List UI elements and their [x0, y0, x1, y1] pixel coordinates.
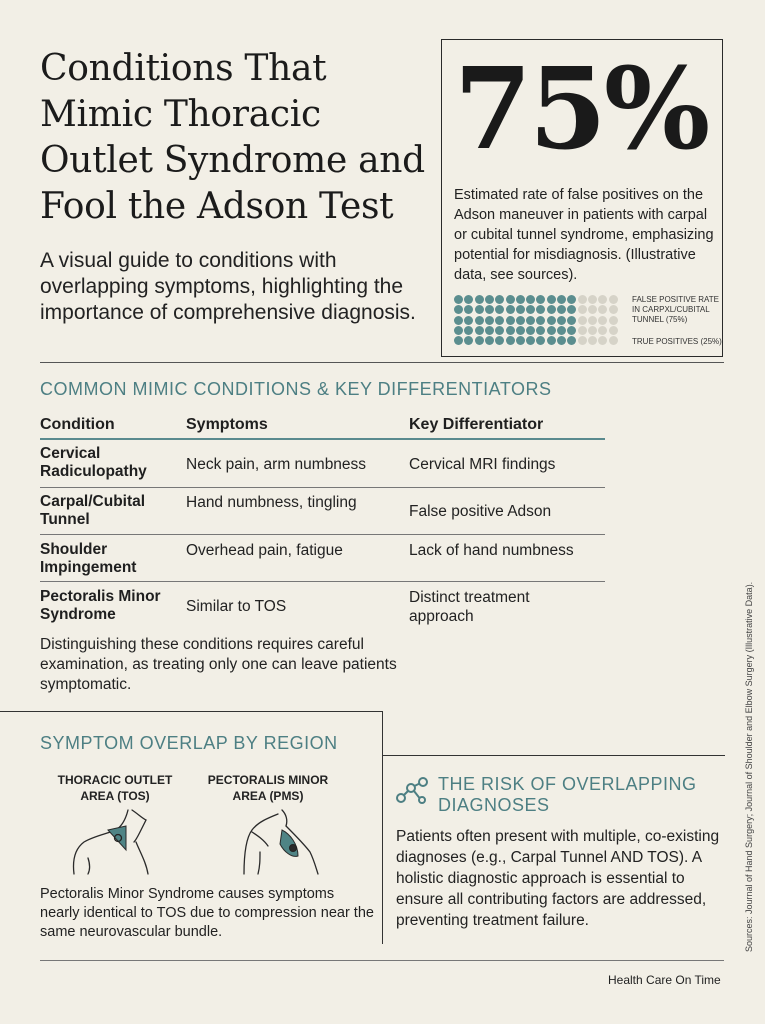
region-label-tos: THORACIC OUTLET AREA (TOS)	[57, 773, 173, 803]
legend-false-positive: FALSE POSITIVE RATE IN CARPXL/CUBITAL TUNNEL (75%)	[632, 295, 719, 324]
false-positive-dot	[475, 295, 484, 304]
risk-section-heading: THE RISK OF OVERLAPPING DIAGNOSES	[438, 774, 697, 815]
column-header-differentiator: Key Differentiator	[409, 416, 544, 433]
false-positive-dot	[454, 305, 463, 314]
false-positive-dot	[516, 326, 525, 335]
row-2-symptoms: Hand numbness, tingling	[186, 494, 357, 511]
false-positive-dot	[464, 305, 473, 314]
false-positive-dot	[495, 316, 504, 325]
row-4-symptoms: Similar to TOS	[186, 598, 287, 615]
false-positive-dot	[557, 305, 566, 314]
false-positive-dot	[536, 305, 545, 314]
page-title: Conditions That Mimic Thoracic Outlet Syndrome and Fool the Adson Test	[40, 48, 425, 227]
false-positive-dot	[464, 295, 473, 304]
true-positive-dot	[598, 336, 607, 345]
true-positive-dot	[609, 295, 618, 304]
box-border	[382, 711, 383, 944]
false-positive-dot	[506, 336, 515, 345]
true-positive-dot	[609, 316, 618, 325]
true-positive-dot	[609, 326, 618, 335]
row-1-differentiator: Cervical MRI findings	[409, 456, 556, 473]
true-positive-dot	[588, 326, 597, 335]
false-positive-dot	[464, 326, 473, 335]
false-positive-dot	[495, 295, 504, 304]
false-positive-dot	[536, 295, 545, 304]
false-positive-dot	[547, 336, 556, 345]
false-positive-dot	[526, 326, 535, 335]
row-rule	[40, 534, 605, 535]
false-positive-dot	[475, 305, 484, 314]
overlap-section-heading: SYMPTOM OVERLAP BY REGION	[40, 733, 338, 753]
risk-text: Patients often present with multiple, co-existing diagnoses (e.g., Carpal Tunnel AND TOS). A holistic diagnostic approach is essential to ensure all contributing factors are addressed, preventing treatment failure.	[396, 828, 720, 929]
false-positive-dot	[526, 316, 535, 325]
sources-note: Sources: Journal of Hand Surgery; Journal of Shoulder and Elbow Surgery (Illustrative Data).	[744, 581, 754, 952]
stat-description: Estimated rate of false positives on the Adson maneuver in patients with carpal or cubital tunnel syndrome, emphasizing potential for misdiagnosis. (Illustrative data, see sources).	[454, 187, 714, 283]
column-header-condition: Condition	[40, 416, 115, 433]
false-positive-dot	[495, 336, 504, 345]
false-positive-dot	[516, 316, 525, 325]
false-positive-dot	[485, 326, 494, 335]
false-positive-dot	[506, 326, 515, 335]
box-border	[0, 711, 383, 712]
false-positive-dot	[454, 316, 463, 325]
pms-body-illustration	[238, 808, 328, 878]
table-note: Distinguishing these conditions requires careful examination, as treating only one can leave patients symptomatic.	[40, 636, 397, 693]
box-border	[383, 755, 725, 756]
false-positive-dot	[475, 336, 484, 345]
false-positive-dot	[485, 336, 494, 345]
false-positive-dot	[506, 295, 515, 304]
stat-value: 75%	[454, 44, 708, 175]
false-positive-dot	[454, 326, 463, 335]
false-positive-dot	[475, 326, 484, 335]
overlap-text: Pectoralis Minor Syndrome causes symptoms nearly identical to TOS due to compression near the same neurovascular bundle.	[40, 886, 374, 940]
row-1-condition: Cervical Radiculopathy	[40, 445, 147, 480]
false-positive-dot	[454, 336, 463, 345]
false-positive-dot	[516, 305, 525, 314]
false-positive-dot	[516, 336, 525, 345]
true-positive-dot	[609, 305, 618, 314]
false-positive-dot	[485, 305, 494, 314]
false-positive-dot	[567, 305, 576, 314]
false-positive-dot	[464, 336, 473, 345]
footer-divider	[40, 960, 724, 961]
false-positive-dot	[526, 295, 535, 304]
false-positive-dot	[536, 336, 545, 345]
region-label-pms: PECTORALIS MINOR AREA (PMS)	[207, 773, 329, 803]
row-rule	[40, 487, 605, 488]
true-positive-dot	[578, 295, 587, 304]
false-positive-dot	[454, 295, 463, 304]
false-positive-dot	[547, 326, 556, 335]
false-positive-dot	[485, 316, 494, 325]
false-positive-dot	[495, 326, 504, 335]
false-positive-dot	[557, 326, 566, 335]
true-positive-dot	[588, 336, 597, 345]
true-positive-dot	[578, 316, 587, 325]
row-3-differentiator: Lack of hand numbness	[409, 542, 574, 559]
divider	[40, 362, 724, 363]
share-nodes-icon	[395, 776, 429, 806]
row-3-symptoms: Overhead pain, fatigue	[186, 542, 343, 559]
row-2-condition: Carpal/Cubital Tunnel	[40, 493, 146, 528]
true-positive-dot	[578, 336, 587, 345]
false-positive-dot	[567, 336, 576, 345]
false-positive-dot	[557, 295, 566, 304]
false-positive-dot	[506, 316, 515, 325]
true-positive-dot	[598, 316, 607, 325]
row-4-differentiator: Distinct treatment approach	[409, 589, 530, 625]
true-positive-dot	[578, 305, 587, 314]
false-positive-dot	[475, 316, 484, 325]
true-positive-dot	[578, 326, 587, 335]
false-positive-dot	[516, 295, 525, 304]
false-positive-dot	[526, 305, 535, 314]
footer-brand: Health Care On Time	[608, 973, 721, 987]
tos-body-illustration	[70, 808, 160, 878]
row-3-condition: Shoulder Impingement	[40, 541, 137, 576]
column-header-symptoms: Symptoms	[186, 416, 268, 433]
true-positive-dot	[588, 316, 597, 325]
true-positive-dot	[598, 326, 607, 335]
false-positive-dot	[567, 316, 576, 325]
true-positive-dot	[588, 305, 597, 314]
row-4-condition: Pectoralis Minor Syndrome	[40, 588, 161, 623]
false-positive-dot	[495, 305, 504, 314]
true-positive-dot	[598, 305, 607, 314]
false-positive-dot	[536, 316, 545, 325]
true-positive-dot	[609, 336, 618, 345]
row-rule	[40, 581, 605, 582]
false-positive-dot	[567, 295, 576, 304]
false-positive-dot	[547, 305, 556, 314]
legend-true-positive: TRUE POSITIVES (25%)	[632, 337, 722, 346]
false-positive-dot	[506, 305, 515, 314]
row-2-differentiator: False positive Adson	[409, 503, 552, 520]
true-positive-dot	[598, 295, 607, 304]
false-positive-dot	[547, 316, 556, 325]
table-section-heading: COMMON MIMIC CONDITIONS & KEY DIFFERENTIATORS	[40, 379, 552, 399]
stat-box	[441, 39, 723, 357]
false-positive-dot	[526, 336, 535, 345]
false-positive-dot	[557, 336, 566, 345]
false-positive-dot	[536, 326, 545, 335]
header-rule	[40, 438, 605, 440]
false-positive-dot	[557, 316, 566, 325]
false-positive-dot	[464, 316, 473, 325]
false-positive-dot	[485, 295, 494, 304]
page-subtitle: A visual guide to conditions with overlapping symptoms, highlighting the importance of comprehensive diagnosis.	[40, 249, 416, 324]
false-positive-dot	[547, 295, 556, 304]
false-positive-dot	[567, 326, 576, 335]
row-1-symptoms: Neck pain, arm numbness	[186, 456, 367, 473]
true-positive-dot	[588, 295, 597, 304]
